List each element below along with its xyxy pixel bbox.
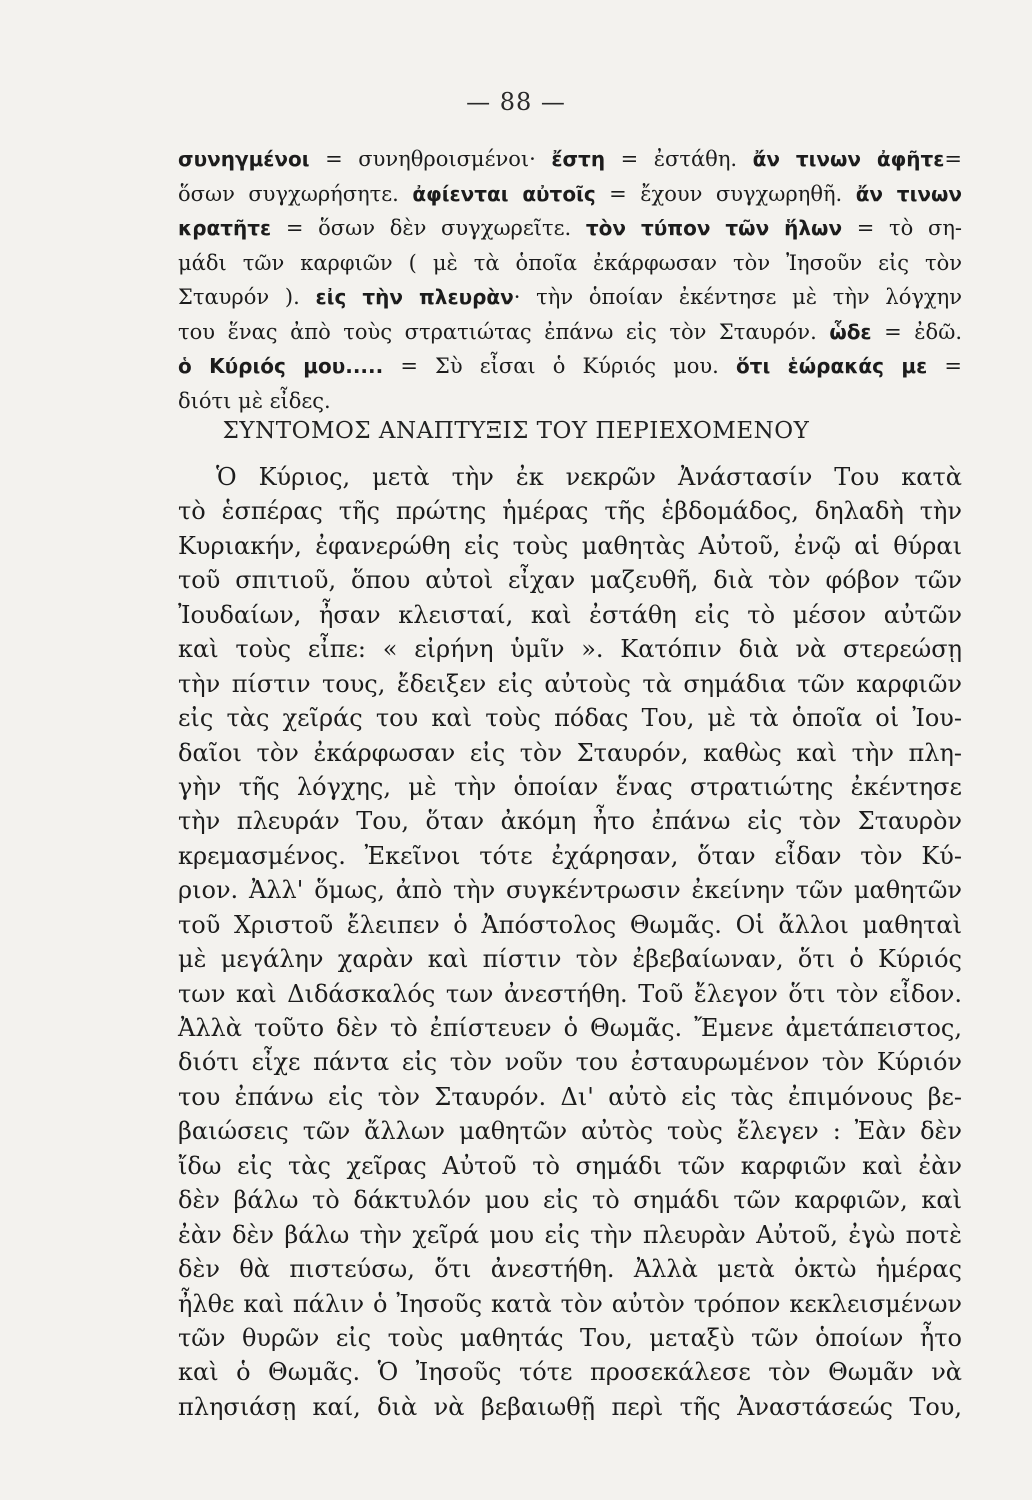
body-line: του ἐπάνω εἰς τὸν Σταυρόν. Δι' αὐτὸ εἰς τὰς ἐπιμόνους βε-: [178, 1082, 962, 1111]
glossary-line: [178, 211, 962, 246]
glossary-definition: ὅσων συγχωρήσητε.: [178, 181, 413, 206]
body-line: γὴν τῆς λόγχης, μὲ τὴν ὁποίαν ἕνας στρατιώτης ἐκέντησε: [178, 772, 962, 801]
body-line: τὴν πίστιν τους, ἔδειξεν εἰς αὐτοὺς τὰ σημάδια τῶν καρφιῶν: [178, 669, 962, 698]
glossary-notes: [178, 142, 962, 418]
glossary-term: συνηγμένοι: [178, 147, 310, 171]
glossary-definition: διότι μὲ εἶδες.: [178, 388, 331, 413]
glossary-line: [178, 349, 962, 384]
body-line: τῶν θυρῶν εἰς τοὺς μαθητάς Του, μεταξὺ τῶν ὁποίων ἦτο: [178, 1323, 962, 1352]
glossary-definition: =: [927, 354, 962, 378]
page-number: — 88 —: [466, 88, 566, 116]
glossary-definition: = τὸ ση-: [842, 216, 963, 240]
glossary-definition: = ἐστάθη.: [605, 147, 753, 171]
glossary-term: ὅτι ἑώρακάς με: [735, 354, 928, 378]
body-line: καὶ ὁ Θωμᾶς. Ὁ Ἰησοῦς τότε προσεκάλεσε τὸν Θωμᾶν νὰ: [178, 1358, 962, 1387]
glossary-definition: μάδι τῶν καρφιῶν ( μὲ τὰ ὁποῖα ἐκάρφωσαν τὸν Ἰησοῦν εἰς τὸν: [178, 250, 962, 275]
glossary-definition: = συνηθροισμένοι·: [309, 147, 552, 171]
glossary-line: [178, 142, 962, 177]
glossary-term: εἰς τὴν πλευρὰν: [315, 285, 514, 309]
section-title: ΣΥΝΤΟΜΟΣ ΑΝΑΠΤΥΞΙΣ ΤΟΥ ΠΕΡΙΕΧΟΜΕΝΟΥ: [222, 418, 810, 444]
glossary-term: ὁ Κύριός μου.....: [178, 354, 384, 378]
glossary-line: [178, 280, 962, 315]
body-line: μὲ μεγάλην χαρὰν καὶ πίστιν τὸν ἐβεβαίωναν, ὅτι ὁ Κύριός: [178, 945, 962, 974]
body-text: [178, 460, 962, 1424]
body-line: καὶ τοὺς εἶπε: « εἰρήνη ὑμῖν ». Κατόπιν διὰ νὰ στερεώσῃ: [178, 635, 962, 664]
glossary-term: ὧδε: [829, 319, 872, 344]
body-line: ριον. Ἀλλ' ὅμως, ἀπὸ τὴν συγκέντρωσιν ἐκείνην τῶν μαθητῶν: [178, 876, 962, 905]
glossary-term: ἄν τινων: [855, 181, 962, 206]
glossary-definition: του ἕνας ἀπὸ τοὺς στρατιώτας ἐπάνω εἰς τὸν Σταυρόν.: [178, 319, 830, 344]
body-line: δὲν βάλω τὸ δάκτυλόν μου εἰς τὸ σημάδι τῶν καρφιῶν, καὶ: [178, 1186, 962, 1215]
glossary-definition: = ἐδῶ.: [871, 319, 962, 344]
body-line: εἰς τὰς χεῖράς του καὶ τοὺς πόδας Του, μὲ τὰ ὁποῖα οἱ Ἰου-: [178, 704, 962, 733]
body-line: δὲν θὰ πιστεύσω, ὅτι ἀνεστήθη. Ἀλλὰ μετὰ ὀκτὼ ἡμέρας: [178, 1255, 962, 1284]
glossary-line: [178, 315, 962, 350]
glossary-term: ἄν τινων ἀφῆτε: [752, 147, 945, 171]
body-line: Ὁ Κύριος, μετὰ τὴν ἐκ νεκρῶν Ἀνάστασίν Του κατὰ: [216, 463, 962, 491]
glossary-definition: Σταυρόν ).: [178, 285, 316, 309]
body-line: ἐὰν δὲν βάλω τὴν χεῖρά μου εἰς τὴν πλευρὰν Αὐτοῦ, ἐγὼ ποτὲ: [178, 1220, 962, 1249]
glossary-definition: = ἔχουν συγχωρηθῆ.: [595, 181, 856, 206]
body-line: των καὶ Διδάσκαλός των ἀνεστήθη. Τοῦ ἔλεγον ὅτι τὸν εἶδον.: [178, 979, 962, 1008]
glossary-term: ἀφίενται αὐτοῖς: [412, 181, 596, 206]
glossary-term: ἔστη: [551, 147, 606, 171]
glossary-definition: = Σὺ εἶσαι ὁ Κύριός μου.: [383, 354, 736, 378]
body-line: βαιώσεις τῶν ἄλλων μαθητῶν αὐτὸς τοὺς ἔλεγεν : Ἐὰν δὲν: [178, 1117, 962, 1146]
body-line: διότι εἶχε πάντα εἰς τὸν νοῦν του ἐσταυρωμένον τὸν Κύριόν: [178, 1048, 962, 1077]
glossary-line: [178, 384, 962, 419]
glossary-definition: =: [944, 147, 962, 171]
body-line: δαῖοι τὸν ἐκάρφωσαν εἰς τὸν Σταυρόν, καθὼς καὶ τὴν πλη-: [178, 738, 962, 767]
body-line: τὸ ἑσπέρας τῆς πρώτης ἡμέρας τῆς ἑβδομάδος, δηλαδὴ τὴν: [178, 497, 962, 526]
body-line: ἦλθε καὶ πάλιν ὁ Ἰησοῦς κατὰ τὸν αὐτὸν τρόπον κεκλεισμένων: [178, 1289, 962, 1318]
body-line: Ἀλλὰ τοῦτο δὲν τὸ ἐπίστευεν ὁ Θωμᾶς. Ἔμενε ἀμετάπειστος,: [178, 1014, 962, 1042]
body-line: κρεμασμένος. Ἐκεῖνοι τότε ἐχάρησαν, ὅταν εἶδαν τὸν Κύ-: [178, 841, 962, 870]
body-line: ἴδω εἰς τὰς χεῖρας Αὐτοῦ τὸ σημάδι τῶν καρφιῶν καὶ ἐὰν: [178, 1151, 962, 1180]
body-line: Κυριακήν, ἐφανερώθη εἰς τοὺς μαθητὰς Αὐτοῦ, ἐνῷ αἱ θύραι: [178, 531, 962, 560]
glossary-definition: · τὴν ὁποίαν ἐκέντησε μὲ τὴν λόγχην: [513, 285, 962, 309]
glossary-term: τὸν τύπον τῶν ἥλων: [585, 216, 843, 240]
body-line: τὴν πλευράν Του, ὅταν ἀκόμη ἦτο ἐπάνω εἰς τὸν Σταυρὸν: [178, 807, 962, 836]
body-line: τοῦ σπιτιοῦ, ὅπου αὐτοὶ εἶχαν μαζευθῆ, διὰ τὸν φόβον τῶν: [178, 566, 962, 595]
glossary-definition: = ὅσων δὲν συγχωρεῖτε.: [271, 216, 586, 240]
body-line: Ἰουδαίων, ἦσαν κλεισταί, καὶ ἐστάθη εἰς τὸ μέσον αὐτῶν: [178, 600, 962, 629]
body-line: πλησιάσῃ καί, διὰ νὰ βεβαιωθῇ περὶ τῆς Ἀναστάσεώς Του,: [178, 1392, 962, 1421]
glossary-line: [178, 177, 962, 212]
glossary-term: κρατῆτε: [178, 216, 272, 240]
glossary-line: [178, 246, 962, 281]
body-line: τοῦ Χριστοῦ ἔλειπεν ὁ Ἀπόστολος Θωμᾶς. Οἱ ἄλλοι μαθηταὶ: [178, 910, 962, 939]
